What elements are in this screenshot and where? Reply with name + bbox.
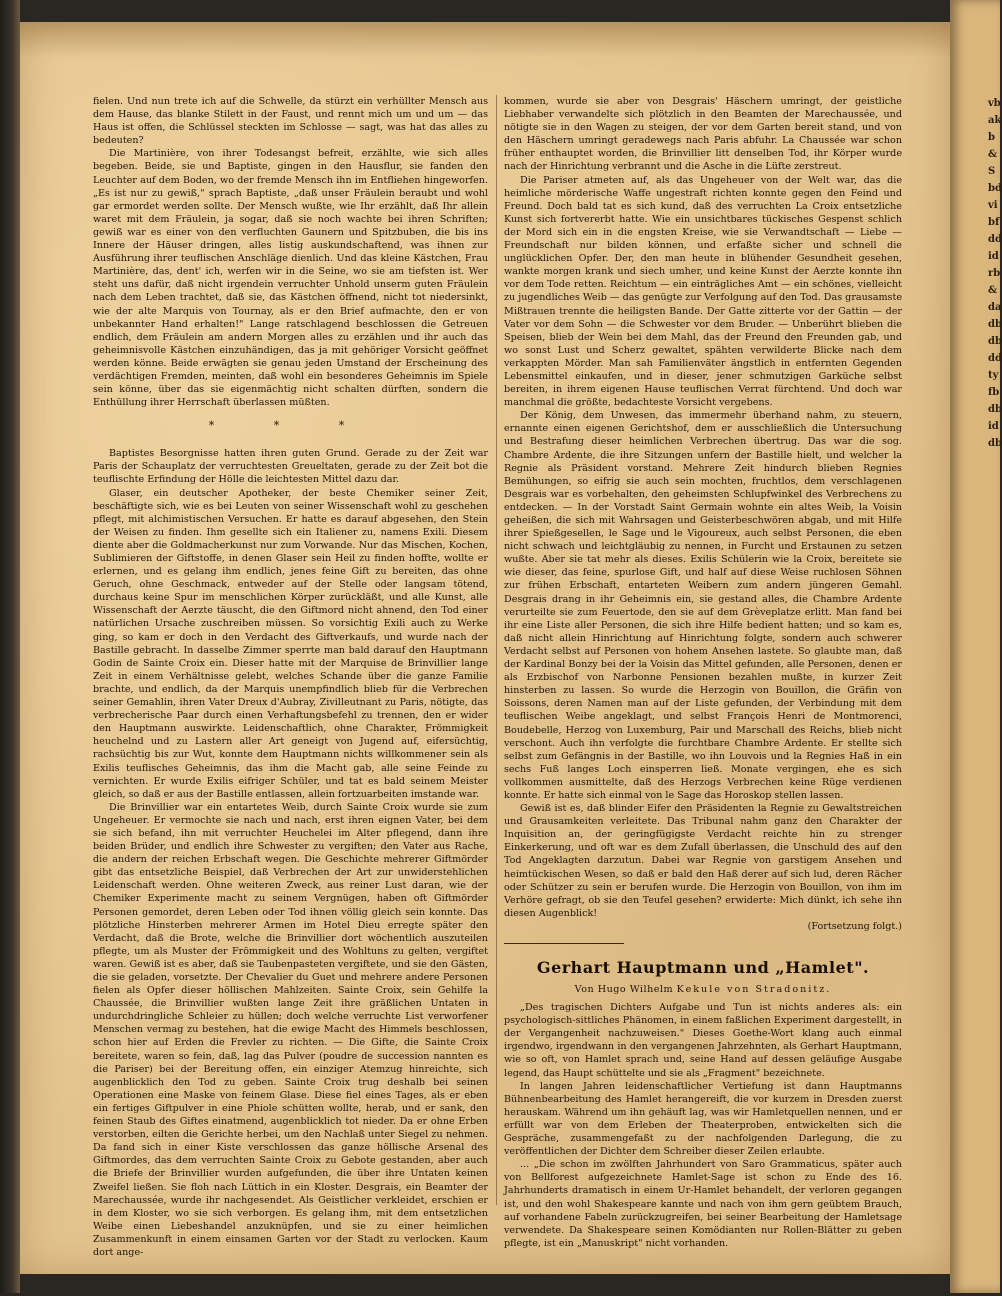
section-separator: * * * <box>208 419 373 433</box>
book-binding-edge <box>0 0 20 1293</box>
paragraph: fielen. Und nun trete ich auf die Schwelle, da stürzt ein verhüllter Mensch aus dem Hause, das blanke Stilett in der Faust, und rennt mich um und um — das Haus ist offen, die Schlüssel steckten im Schlosse — sagt, was hat das alles zu bedeuten? <box>93 96 488 147</box>
adjacent-page-edge <box>950 0 1000 1293</box>
column-divider <box>496 95 497 1205</box>
page-top-shadow <box>20 22 950 58</box>
right-column <box>504 95 902 1250</box>
continuation-note: (Fortsetzung folgt.) <box>807 920 902 932</box>
paragraph: In langen Jahren leidenschaftlicher Vertiefung ist dann Hauptmanns Bühnenbearbeitung des Hamlet herangereift, die vor kurzem in Dresden zuerst herauskam. Während um ihn gehäuft lag, was wir Hamletquellen nennen, und er erfüllt war von dem Erleben der Theaterproben, entwickelten sich die Gespräche, zusammengefaßt zu der nachfolgenden Darlegung, die zu veröffentlichen der Dichter dem Schreiber dieser Zeilen erlaubte. <box>504 1080 902 1158</box>
paragraph: Die Martinière, von ihrer Todesangst befreit, erzählte, wie sich alles begeben. Beide, sie und Baptiste, gingen in den Hausflur, sie fanden den Leuchter auf dem Boden, wo der fremde Mensch ihn im Entfliehen hingeworfen. „Es ist nur zu gewiß," sprach Baptiste, „daß unser Fräulein beraubt und wohl gar ermordet werden sollte. Der Mensch wußte, wie Ihr erzählt, daß Ihr allein waret mit dem Fräulein, ja sogar, daß sie noch wachte bei ihren Schriften; gewiß war es einer von den verfluchten Gaunern und Spitzbuben, die bis ins Innere der Häuser dringen, alles listig auskundschaftend, was ihnen zur Ausführung ihrer teuflischen Anschläge dienlich. Und das kleine Kästchen, Frau Martinière, das, dent' ich, werfen wir in die Seine, wo sie am tiefsten ist. Wer steht uns dafür, daß nicht irgendein verruchter Unhold unserm guten Fräulein nach dem Leben trachtet, daß sie, das Kästchen öffnend, nicht tot niedersinkt, wie der alte Marquis von Tournay, als er den Brief aufmachte, den er von unbekannter Hand erhalten!" Lange ratschlagend beschlossen die Getreuen endlich, dem Fräulein am andern Morgen alles zu erzählen und ihr auch das geheimnisvolle Kästchen einzuhändigen, das ja mit gehöriger Vorsicht geöffnet werden könne. Beide erwägten sie genau jeden Umstand der Erscheinung des verdächtigen Fremden, meinten, daß wohl ein besonderes Geheimnis im Spiele sein könne, über das sie eigenmächtig nicht schalten dürften, sondern die Enthüllung ihrer Herrschaft überlassen müßten. <box>93 148 488 409</box>
left-column <box>93 95 488 1259</box>
paragraph: ... „Die schon im zwölften Jahrhundert von Saro Grammaticus, später auch von Bellforest aufgezeichnete Hamlet-Sage ist schon zu Ende des 16. Jahrhunderts dramatisch in einem Ur-Hamlet behandelt, der verloren gegangen ist, und den wohl Shakespeare kannte und nach von ihm gern geübtem Brauch, auf vorhandene Fabeln zurückzugreifen, bei seiner Bearbeitung der Hamletsage verwendete. Da Shakespeare seinen Komödianten nur Rollen-Blätter zu geben pflegte, ist ein „Manuskript" nicht vorhanden. <box>504 1159 902 1249</box>
paragraph: Die Brinvillier war ein entartetes Weib, durch Sainte Croix wurde sie zum Ungeheuer. Er vermochte sie nach und nach, erst ihren eignen Vater, bei dem sie sich befand, ihn mit verruchter Heuchelei im Alter pflegend, dann ihre beiden Brüder, und endlich ihre Schwester zu vergiften; den Vater aus Rache, die andern der reichen Erbschaft wegen. Die Geschichte mehrerer Giftmörder gibt das entsetzliche Beispiel, daß Verbrechen der Art zur unwiderstehlichen Leidenschaft werden. Ohne weiteren Zweck, aus reiner Lust daran, wie der Chemiker Experimente macht zu seinem Vergnügen, haben oft Giftmörder Personen gemordet, deren Leben oder Tod ihnen völlig gleich sein konnte. Das plötzliche Hinsterben mehrerer Armen im Hotel Dieu erregte später den Verdacht, daß die Brote, welche die Brinvillier dort wöchentlich auszuteilen pflegte, um als Muster der Frömmigkeit und des Wohltuns zu gelten, vergiftet waren. Gewiß ist es aber, daß sie Taubenpasteten vergiftete, und sie den Gästen, die sie geladen, vorsetzte. Der Chevalier du Guet und mehrere andere Personen fielen als Opfer dieser höllischen Mahlzeiten. Sainte Croix, sein Gehilfe la Chaussée, die Brinvillier wußten lange Zeit ihre gräßlichen Untaten in undurchdringliche Schleier zu hüllen; doch welche verruchte List verworfener Menschen vermag zu bestehen, hat die ewige Macht des Himmels beschlossen, schon hier auf Erden die Frevler zu richten. — Die Gifte, die Sainte Croix bereitete, waren so fein, daß, lag das Pulver (poudre de succession nannten es die Pariser) bei der Bereitung offen, ein einziger Atemzug hinreichte, sich augenblicklich den Tod zu geben. Sainte Croix trug deshalb bei seinen Operationen eine Maske von feinem Glase. Diese fiel eines Tages, als er eben ein fertiges Giftpulver in eine Phiole schütten wollte, herab, und er sank, den feinen Staub des Giftes einatmend, augenblicklich tot nieder. Da er ohne Erben verstorben, eilten die Gerichte herbei, um den Nachlaß unter Siegel zu nehmen. Da fand sich in einer Kiste verschlossen das ganze höllische Arsenal des Giftmordes, das dem verruchten Sainte Croix zu Gebote gestanden, aber auch die Briefe der Brinvillier wurden aufgefunden, die über ihre Untaten keinen Zweifel ließen. Sie floh nach Lüttich in ein Kloster. Desgrais, ein Beamter der Marechaussée, wurde ihr nachgesendet. Als Geistlicher verkleidet, erschien er in dem Kloster, wo sie sich verborgen. Es gelang ihm, mit dem entsetzlichen Weibe einen Liebeshandel anzuknüpfen, und sie zu einer heimlichen Zusammenkunft in einem einsamen Garten vor der Stadt zu verlocken. Kaum dort ange- <box>93 801 488 1258</box>
paragraph: Gewiß ist es, daß blinder Eifer den Präsidenten la Regnie zu Gewaltstreichen und Grausamkeiten verleitete. Das Tribunal nahm ganz den Charakter der Inquisition an, der geringfügigste Verdacht reichte hin zu strenger Einkerkerung, und oft war es dem Zufall überlassen, die Unschuld des auf den Tod Angeklagten darzutun. Dabei war Regnie von garstigem Ansehen und heimtückischen Wesen, so daß er bald den Haß derer auf sich lud, deren Rächer oder Schützer zu sein er berufen wurde. Die Herzogin von Bouillon, von ihm im Verhöre gefragt, ob sie den Teufel gesehen? erwiderte: Mich dünkt, ich sehe ihn diesen Augenblick! <box>504 803 902 919</box>
paragraph: kommen, wurde sie aber von Desgrais' Häschern umringt, der geistliche Liebhaber verwandelte sich plötzlich in den Beamten der Marechaussée, und nötigte sie in den Wagen zu steigen, der vor dem Garten bereit stand, und von den Häschern umringt geradewegs nach Paris abfuhr. La Chaussée war schon früher enthauptet worden, die Brinvillier litt denselben Tod, ihr Körper wurde nach der Hinrichtung verbrannt und die Asche in die Lüfte zerstreut. <box>504 96 902 173</box>
paragraph: Die Pariser atmeten auf, als das Ungeheuer von der Welt war, das die heimliche mörderische Waffe ungestraft richten konnte gegen den Feind und Freund. Doch bald tat es sich kund, daß des verruchten La Croix entsetzliche Kunst sich fortvererbt hatte. Wie ein unsichtbares tückisches Gespenst schlich der Mord sich ein in die engsten Kreise, wie sie Verwandtschaft — Liebe — Freundschaft nur bilden können, und erfaßte sicher und schnell die unglücklichen Opfer. Der, den man heute in blühender Gesundheit gesehen, wankte morgen krank und siech umher, und keine Kunst der Aerzte konnte ihn vor dem Tode retten. Reichtum — ein einträgliches Amt — ein schönes, vielleicht zu jugendliches Weib — das genügte zur Verfolgung auf den Tod. Das grausamste Mißtrauen trennte die heiligsten Bande. Der Gatte zitterte vor der Gattin — der Vater vor dem Sohn — die Schwester vor dem Bruder. — Unberührt blieben die Speisen, blieb der Wein bei dem Mahl, das der Freund den Freunden gab, und wo sonst Lust und Scherz gewaltet, spähten verwilderte Blicke nach dem verkappten Mörder. Man sah Familienväter ängstlich in entfernten Gegenden Lebensmittel einkaufen, und in dieser, jener schmutzigen Garküche selbst bereiten, in ihrem eigenen Hause teuflischen Verrat fürchtend. Und doch war manchmal die größte, bedachteste Vorsicht vergebens. <box>504 174 902 409</box>
adjacent-page-text: vbakb&Sbdvibfddidrb&dadbdbddtyfbdbiddb <box>988 98 1002 449</box>
byline-author: Kekule von Stradonitz. <box>676 984 832 995</box>
paragraph: Der König, dem Unwesen, das immermehr überhand nahm, zu steuern, ernannte einen eigenen Gerichtshof, dem er ausschließlich die Untersuchung und Bestrafung dieser heimlichen Verbrechen übertrug. Das war die sog. Chambre Ardente, die ihre Sitzungen unfern der Bastille hielt, und welcher la Regnie als Präsident vorstand. Mehrere Zeit hindurch blieben Regnies Bemühungen, so eifrig sie auch sein mochten, fruchtlos, dem verschlagenen Desgrais war es vorbehalten, den geheimsten Schlupfwinkel des Verbrechens zu entdecken. — In der Vorstadt Saint Germain wohnte ein altes Weib, la Voisin geheißen, die sich mit Wahrsagen und Geisterbeschwören abgab, und mit Hilfe ihrer Spießgesellen, le Sage und le Vigoureux, auch selbst Personen, die eben nicht schwach und leichtgläubig zu nennen, in Furcht und Erstaunen zu setzen wußte. Aber sie tat mehr als dieses. Exilis Schülerin wie la Croix, bereitete sie wie dieser, das feine, spurlose Gift, und half auf diese Weise ruchlosen Söhnen zur frühen Erbschaft, entarteten Weibern zum andern jüngeren Gemahl. Desgrais drang in ihr Geheimnis ein, sie gestand alles, die Chambre Ardente verurteilte sie zum Feuertode, den sie auf dem Grèveplatze erlitt. Man fand bei ihr eine Liste aller Personen, die sich ihre Hilfe bedient hatten; und so kam es, daß nicht allein Hinrichtung auf Hinrichtung folgte, sondern auch schwerer Verdacht selbst auf Personen von hohem Ansehen lastete. So glaubte man, daß der Kardinal Bonzy bei der la Voisin das Mittel gefunden, alle Personen, denen er als Erzbischof von Narbonne Pensionen bezahlen mußte, in kurzer Zeit hinsterben zu lassen. So wurde die Herzogin von Bouillon, die Gräfin von Soissons, deren Namen man auf der Liste gefunden, der Verbindung mit dem teuflischen Weibe angeklagt, und selbst François Henri de Montmorenci, Boudebelle, Herzog von Luxemburg, Pair und Marschall des Reichs, blieb nicht verschont. Auch ihn verfolgte die furchtbare Chambre Ardente. Er stellte sich selbst zum Gefängnis in der Bastille, wo ihn Louvois und la Regnies Haß in ein sechs Fuß langes Loch einsperren ließ. Monate vergingen, ehe es sich vollkommen ausmittelte, daß des Herzogs Verbrechen keine Rüge verdienen konnte. Er hatte sich einmal von le Sage das Horoskop stellen lassen. <box>504 410 902 801</box>
paragraph: Baptistes Besorgnisse hatten ihren guten Grund. Gerade zu der Zeit war Paris der Schauplatz der verruchtesten Greueltaten, gerade zu der Zeit bot die teuflischte Erfindung der Hölle die leichtesten Mittel dazu dar. <box>93 448 488 486</box>
article-title: Gerhart Hauptmann und „Hamlet". <box>536 958 870 977</box>
paragraph: „Des tragischen Dichters Aufgabe und Tun ist nichts anderes als: ein psychologisch-sittliches Phänomen, in einem faßlichen Experiment dargestellt, in der Vergangenheit nachzuweisen." Dieses Goethe-Wort klang auch einmal irgendwo, irgendwann in den vergangenen Jahrzehnten, als Gerhart Hauptmann, wie so oft, von Hamlet sprach und, seine Hand auf dessen geläufige Ausgabe legend, das Haupt schüttelte und sie als „Fragment" bezeichnete. <box>504 1002 902 1079</box>
article-byline <box>504 983 902 996</box>
byline-prefix: Von Hugo Wilhelm <box>574 984 674 995</box>
paragraph: Glaser, ein deutscher Apotheker, der beste Chemiker seiner Zeit, beschäftigte sich, wie es bei Leuten von seiner Wissenschaft wohl zu geschehen pflegt, mit alchimistischen Versuchen. Er hatte es darauf abgesehen, den Stein der Weisen zu finden. Ihm gesellte sich ein Italiener zu, namens Exili. Diesem diente aber die Goldmacherkunst nur zum Vorwande. Nur das Mischen, Kochen, Sublimieren der Giftstoffe, in denen Glaser sein Heil zu finden hoffte, wollte er erlernen, und es gelang ihm endlich, jenes feine Gift zu bereiten, das ohne Geruch, ohne Geschmack, entweder auf der Stelle oder langsam tötend, durchaus keine Spur im menschlichen Körper zurückläßt, und alle Kunst, alle Wissenschaft der Aerzte täuscht, die den Giftmord nicht ahnend, den Tod einer natürlichen Ursache zuschreiben müssen. So vorsichtig Exili auch zu Werke ging, so kam er doch in den Verdacht des Giftverkaufs, und wurde nach der Bastille gebracht. In dasselbe Zimmer sperrte man bald darauf den Hauptmann Godin de Sainte Croix ein. Dieser hatte mit der Marquise de Brinvillier lange Zeit in einem Verhältnisse gelebt, welches Schande über die ganze Familie brachte, und endlich, da der Marquis unempfindlich blieb für die Verbrechen seiner Gemahlin, ihren Vater Dreux d'Aubray, Zivilleutnant zu Paris, nötigte, das verbrecherische Paar durch einen Verhaftungsbefehl zu trennen, den er wider den Hauptmann auswirkte. Leidenschaftlich, ohne Charakter, Frömmigkeit heuchelnd und zu Lastern aller Art geneigt von Jugend auf, eifersüchtig, rachsüchtig bis zur Wut, konnte dem Hauptmann nichts willkommener sein als Exilis teuflisches Geheimnis, das ihm die Macht gab, alle seine Feinde zu vernichten. Er wurde Exilis eifriger Schüler, und tat es bald seinem Meister gleich, so daß er aus der Bastille entlassen, allein fortzuarbeiten imstande war. <box>93 487 488 800</box>
section-rule <box>504 943 624 944</box>
